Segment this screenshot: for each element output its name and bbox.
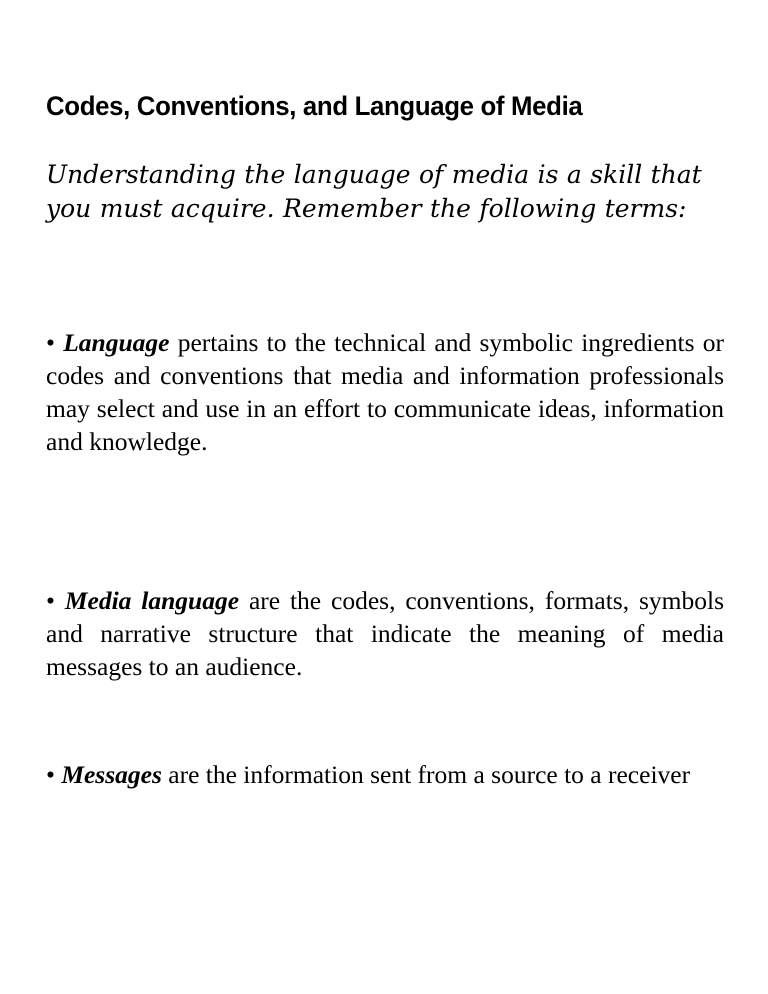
list-item-term: Messages [61,760,162,789]
list-item [46,758,724,791]
bullet-marker-icon: • [46,760,55,789]
list-item-body: are the codes, conventions, formats, symbols and narrative structure that indicate the meaning of media messages to an audience. [46,586,725,681]
bullet-marker-icon: • [46,586,55,615]
page-title: Codes, Conventions, and Language of Media [46,91,583,121]
list-item-body: pertains to the technical and symbolic ingredients or codes and conventions that media and information professionals may select and use in an effort to communicate ideas, information and knowledge. [46,328,724,456]
intro-paragraph: Understanding the language of media is a skill that you must acquire. Remember the following terms: [46,160,702,223]
bullet-marker-icon: • [46,328,55,357]
list-item-term: Media language [64,586,240,615]
list-item [46,326,724,458]
list-item [46,584,724,683]
list-item-body: are the information sent from a source to a receiver [161,760,691,789]
list-item-term: Language [63,328,170,357]
